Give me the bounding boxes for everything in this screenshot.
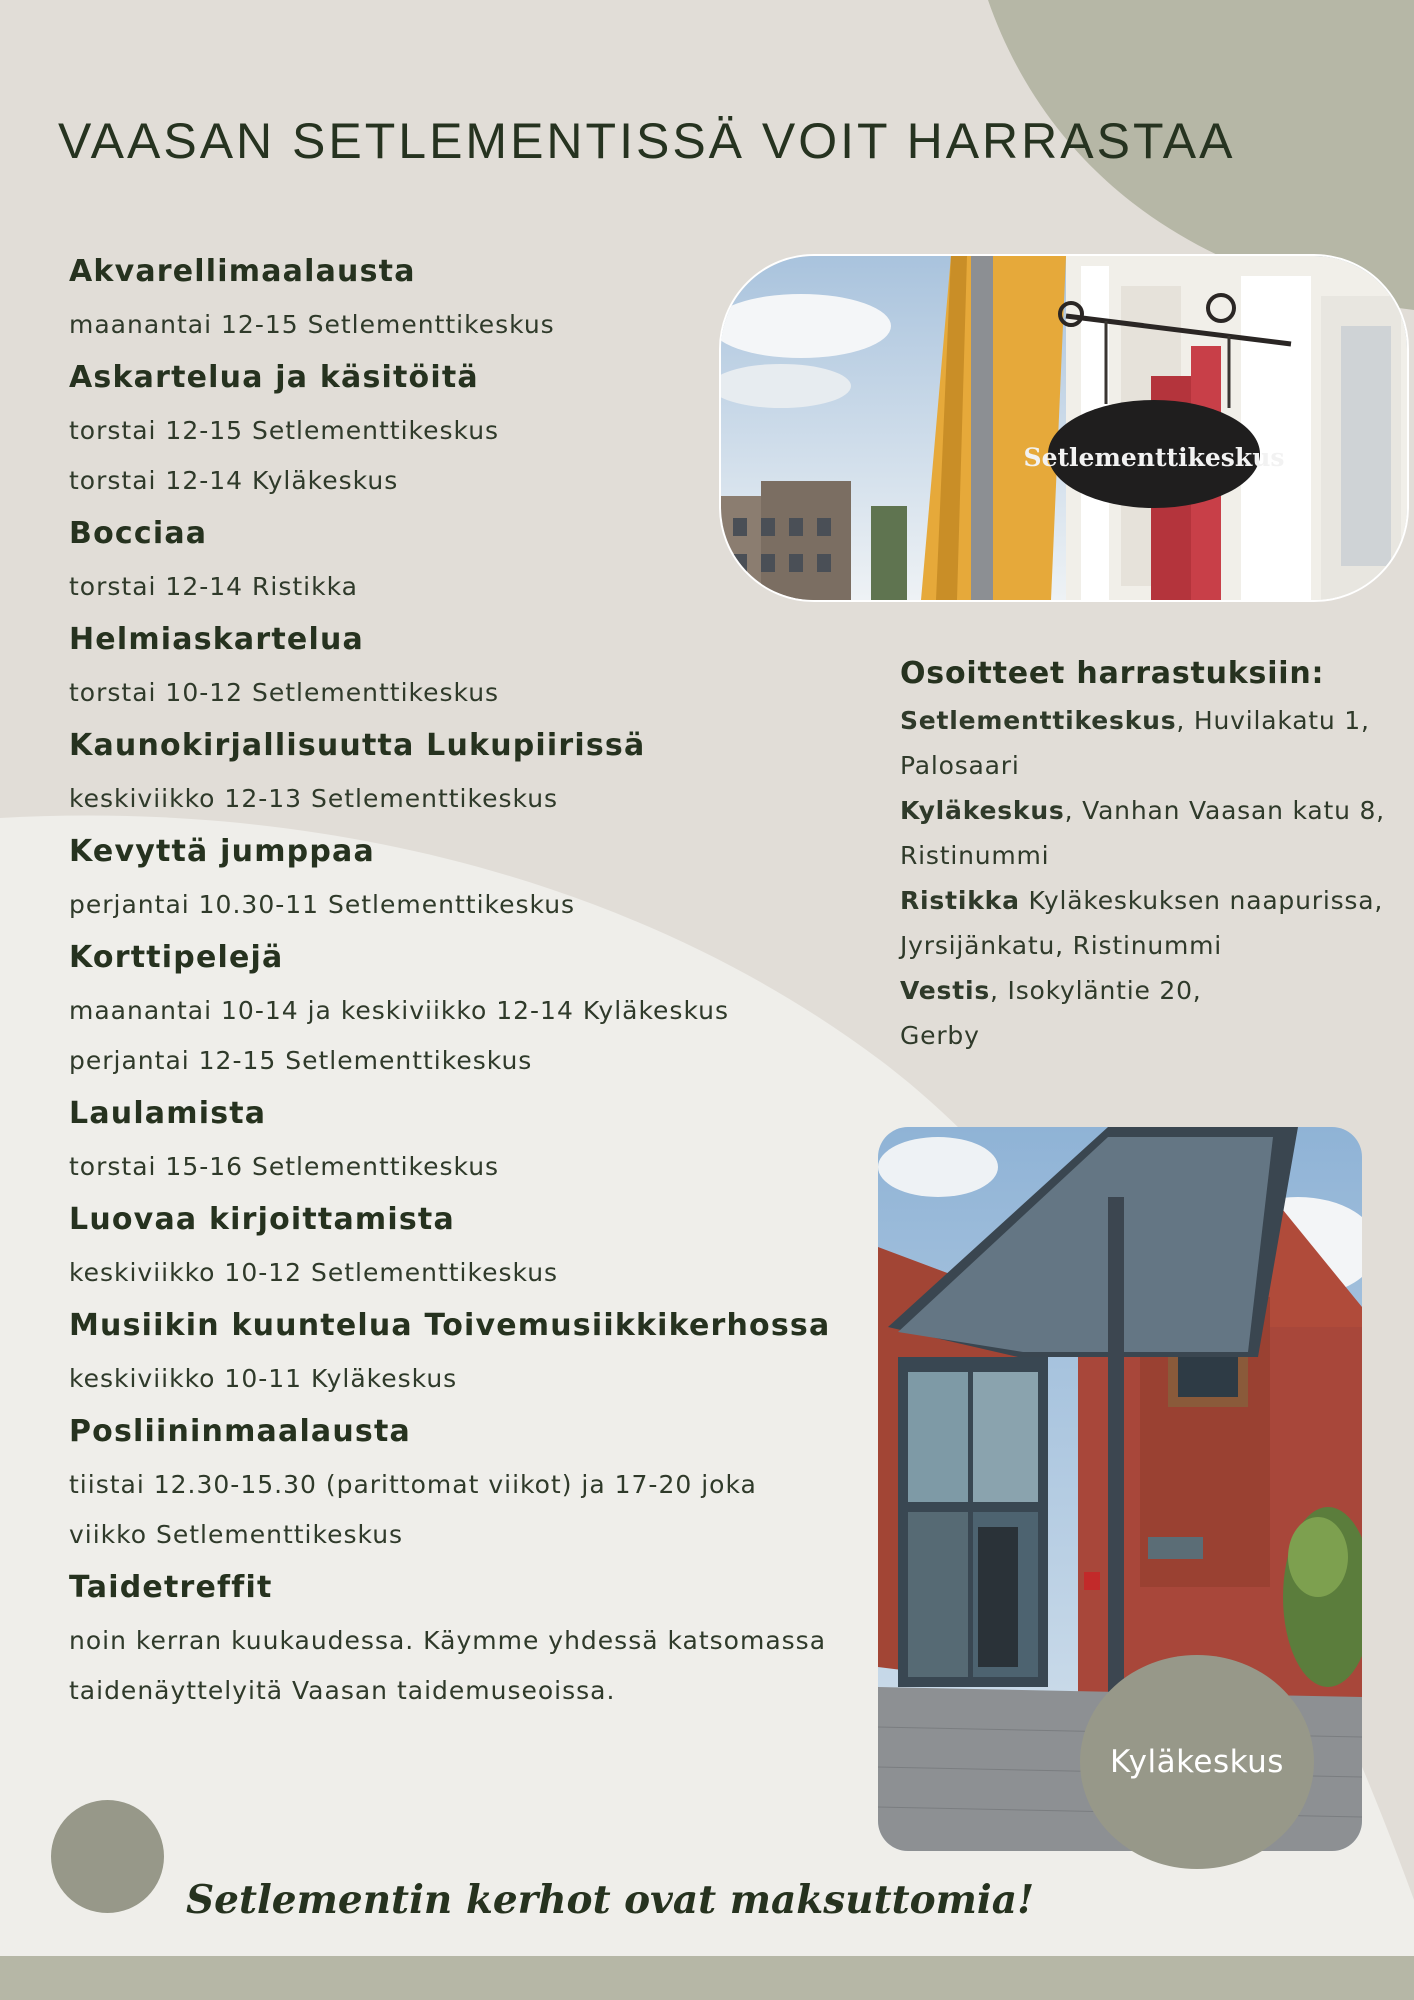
activity-item <box>69 1086 859 1192</box>
activity-name: Korttipelejä <box>69 940 284 975</box>
activity-time: maanantai 10-14 ja keskiviikko 12-14 Kyläkeskus <box>69 996 730 1025</box>
activity-time: perjantai 10.30-11 Setlementtikeskus <box>69 890 576 919</box>
address-place: Kyläkeskus <box>900 796 1065 825</box>
sign-text: Setlementtikeskus <box>1023 443 1285 472</box>
address-line <box>900 968 1400 1013</box>
activity-time: taidenäyttelyitä Vaasan taidemuseoissa. <box>69 1676 616 1705</box>
activity-name: Musiikin kuuntelua Toivemusiikkikerhossa <box>69 1308 831 1343</box>
activity-name: Kevyttä jumppaa <box>69 834 375 869</box>
addresses-section <box>900 650 1400 1058</box>
activity-time: maanantai 12-15 Setlementtikeskus <box>69 310 555 339</box>
kylakeskus-badge: Kyläkeskus <box>1080 1655 1314 1869</box>
page-title: VAASAN SETLEMENTISSÄ VOIT HARRASTAA <box>58 113 1236 169</box>
address-item <box>900 878 1400 968</box>
activity-name: Posliininmaalausta <box>69 1414 411 1449</box>
activity-time: keskiviikko 10-12 Setlementtikeskus <box>69 1258 559 1287</box>
activity-time: tiistai 12.30-15.30 (parittomat viikot) ja 17-20 joka <box>69 1470 757 1499</box>
activity-name: Laulamista <box>69 1096 267 1131</box>
address-item <box>900 968 1400 1058</box>
address-street: , Isokyläntie 20, <box>990 976 1202 1005</box>
address-item <box>900 698 1400 788</box>
activity-time: keskiviikko 12-13 Setlementtikeskus <box>69 784 559 813</box>
activity-name: Kaunokirjallisuutta Lukupiirissä <box>69 728 646 763</box>
activity-time: torstai 12-15 Setlementtikeskus <box>69 416 500 445</box>
address-street: , Vanhan Vaasan katu 8, <box>1064 796 1385 825</box>
activity-time: keskiviikko 10-11 Kyläkeskus <box>69 1364 458 1393</box>
activity-name: Helmiaskartelua <box>69 622 364 657</box>
address-line <box>900 878 1400 923</box>
address-item <box>900 788 1400 878</box>
activity-name: Akvarellimaalausta <box>69 254 416 289</box>
activity-name: Askartelua ja käsitöitä <box>69 360 479 395</box>
address-street: , Huvilakatu 1, <box>1176 706 1370 735</box>
activity-name: Taidetreffit <box>69 1570 273 1605</box>
activity-item <box>69 930 859 1086</box>
activity-item <box>69 612 859 718</box>
activity-item <box>69 824 859 930</box>
address-place: Ristikka <box>900 886 1020 915</box>
activity-item <box>69 1404 859 1560</box>
activity-time: noin kerran kuukaudessa. Käymme yhdessä katsomassa <box>69 1626 827 1655</box>
address-place: Vestis <box>900 976 991 1005</box>
decorative-circle <box>51 1800 164 1913</box>
activity-item <box>69 1298 859 1404</box>
address-area: Gerby <box>900 1021 980 1050</box>
address-area: Palosaari <box>900 751 1020 780</box>
activity-time: torstai 12-14 Kyläkeskus <box>69 466 399 495</box>
activity-time: torstai 12-14 Ristikka <box>69 572 358 601</box>
activity-name: Luovaa kirjoittamista <box>69 1202 455 1237</box>
activity-time: torstai 15-16 Setlementtikeskus <box>69 1152 500 1181</box>
footer-note: Setlementin kerhot ovat maksuttomia! <box>186 1877 1035 1923</box>
setlementtikeskus-sign-photo <box>719 254 1409 602</box>
address-line <box>900 698 1400 743</box>
address-area: Jyrsijänkatu, Ristinummi <box>900 931 1223 960</box>
activity-item <box>69 718 859 824</box>
activity-time: viikko Setlementtikeskus <box>69 1520 404 1549</box>
address-line <box>900 788 1400 833</box>
activity-time: torstai 10-12 Setlementtikeskus <box>69 678 500 707</box>
address-area: Ristinummi <box>900 841 1050 870</box>
activity-time: perjantai 12-15 Setlementtikeskus <box>69 1046 533 1075</box>
addresses-heading: Osoitteet harrastuksiin: <box>900 656 1325 691</box>
bottom-bar <box>0 1956 1414 2000</box>
address-place: Setlementtikeskus <box>900 706 1177 735</box>
activity-item <box>69 1192 859 1298</box>
address-street: Kyläkeskuksen naapurissa, <box>1019 886 1384 915</box>
activity-name: Bocciaa <box>69 516 208 551</box>
activity-item <box>69 1560 859 1716</box>
